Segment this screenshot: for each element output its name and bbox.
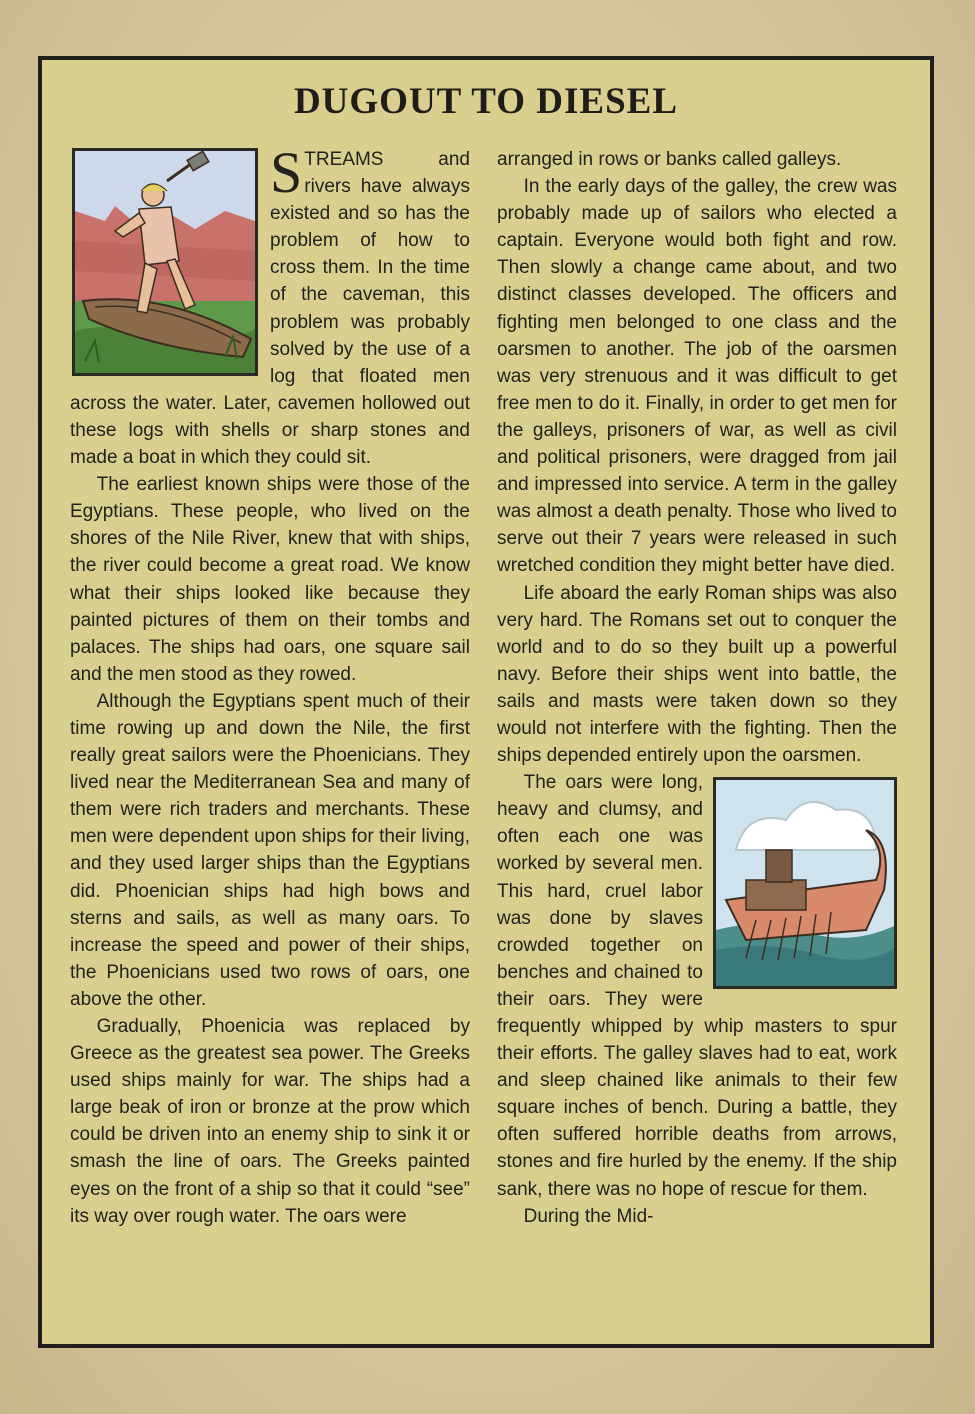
- galley-ship-image: [716, 780, 894, 986]
- right-paragraph-4: [497, 769, 897, 1203]
- right-column: [497, 146, 897, 1230]
- article-title: DUGOUT TO DIESEL: [293, 81, 679, 122]
- left-paragraph-1-text: TREAMS and rivers have always existed and so has the problem of how to cross them. In the time of the caveman, this problem was probably solved by the use of a log that floated men across the water. Later, cavemen hollowed out these logs with shells or sharp stones and made a boat in which they could sit.: [70, 149, 470, 469]
- drop-cap: S: [270, 140, 303, 205]
- left-paragraph-3: Although the Egyptians spent much of their time rowing up and down the Nile, the first really great sailors were the Phoenicians. They lived near the Mediterranean Sea and many of them were rich traders and merchants. These men were dependent upon ships for their living, and they used larger ships than the Egyptians did. Phoenician ships had high bows and sterns and sails, as well as many oars. To increase the speed and power of their ships, the Phoenicians used two rows of oars, one above the other.: [70, 690, 470, 1010]
- right-paragraph-4-text: The oars were long, heavy and clumsy, and often each one was worked by several men. This hard, cruel labor was done by slaves crowded together on benches and chained to their oars. They were frequently whipped by whip masters to spur their efforts. The galley slaves had to eat, work and sleep chained like animals to their few square inches of bench. During a battle, they often suffered horrible deaths from arrows, stones and fire hurled by the enemy. If the ship sank, there was no hope of rescue for them.: [497, 772, 897, 1200]
- right-paragraph-1: arranged in rows or banks called galleys.: [497, 149, 842, 170]
- caveman-canoe-image: [75, 151, 255, 373]
- article-panel: [38, 56, 934, 1348]
- caveman-illustration: [72, 148, 258, 376]
- left-column: [70, 140, 470, 1230]
- left-paragraph-4: Gradually, Phoenicia was replaced by Greece as the greatest sea power. The Greeks used ships mainly for war. The ships had a large beak of iron or bronze at the prow which could be driven into an enemy ship to sink it or smash the line of oars. The Greeks painted eyes on the front of a ship so that it could “see” its way over rough water. The oars were: [70, 1016, 470, 1227]
- right-paragraph-5: During the Mid-: [523, 1205, 654, 1227]
- galley-illustration: [713, 777, 897, 989]
- left-paragraph-2: The earliest known ships were those of the Egyptians. These people, who lived on the shores of the Nile River, knew that with ships, the river could become a great road. We know what their ships looked like because they painted pictures of them on their tombs and palaces. The ships had oars, one square sail and the men stood as they rowed.: [70, 474, 470, 685]
- right-paragraph-2: In the early days of the galley, the crew was probably made up of sailors who elected a captain. Everyone would both fight and row. Then slowly a change came about, and two distinct classes developed. The officers and fighting men belonged to one class and the oarsmen to another. The job of the oarsmen was very strenuous and it was difficult to get free men to do it. Finally, in order to get men for the galleys, prisoners of war, as well as civil and political prisoners, were dragged from jail and impressed into service. A term in the galley was almost a death penalty. Those who lived to serve out their 7 years were released in such wretched condition they might better have died.: [497, 176, 897, 577]
- right-paragraph-3: Life aboard the early Roman ships was also very hard. The Romans set out to conquer the world and to do so they built up a powerful navy. Before their ships went into battle, the sails and masts were taken down so they would not interfere with the fighting. Then the ships depended entirely upon the oarsmen.: [497, 582, 897, 767]
